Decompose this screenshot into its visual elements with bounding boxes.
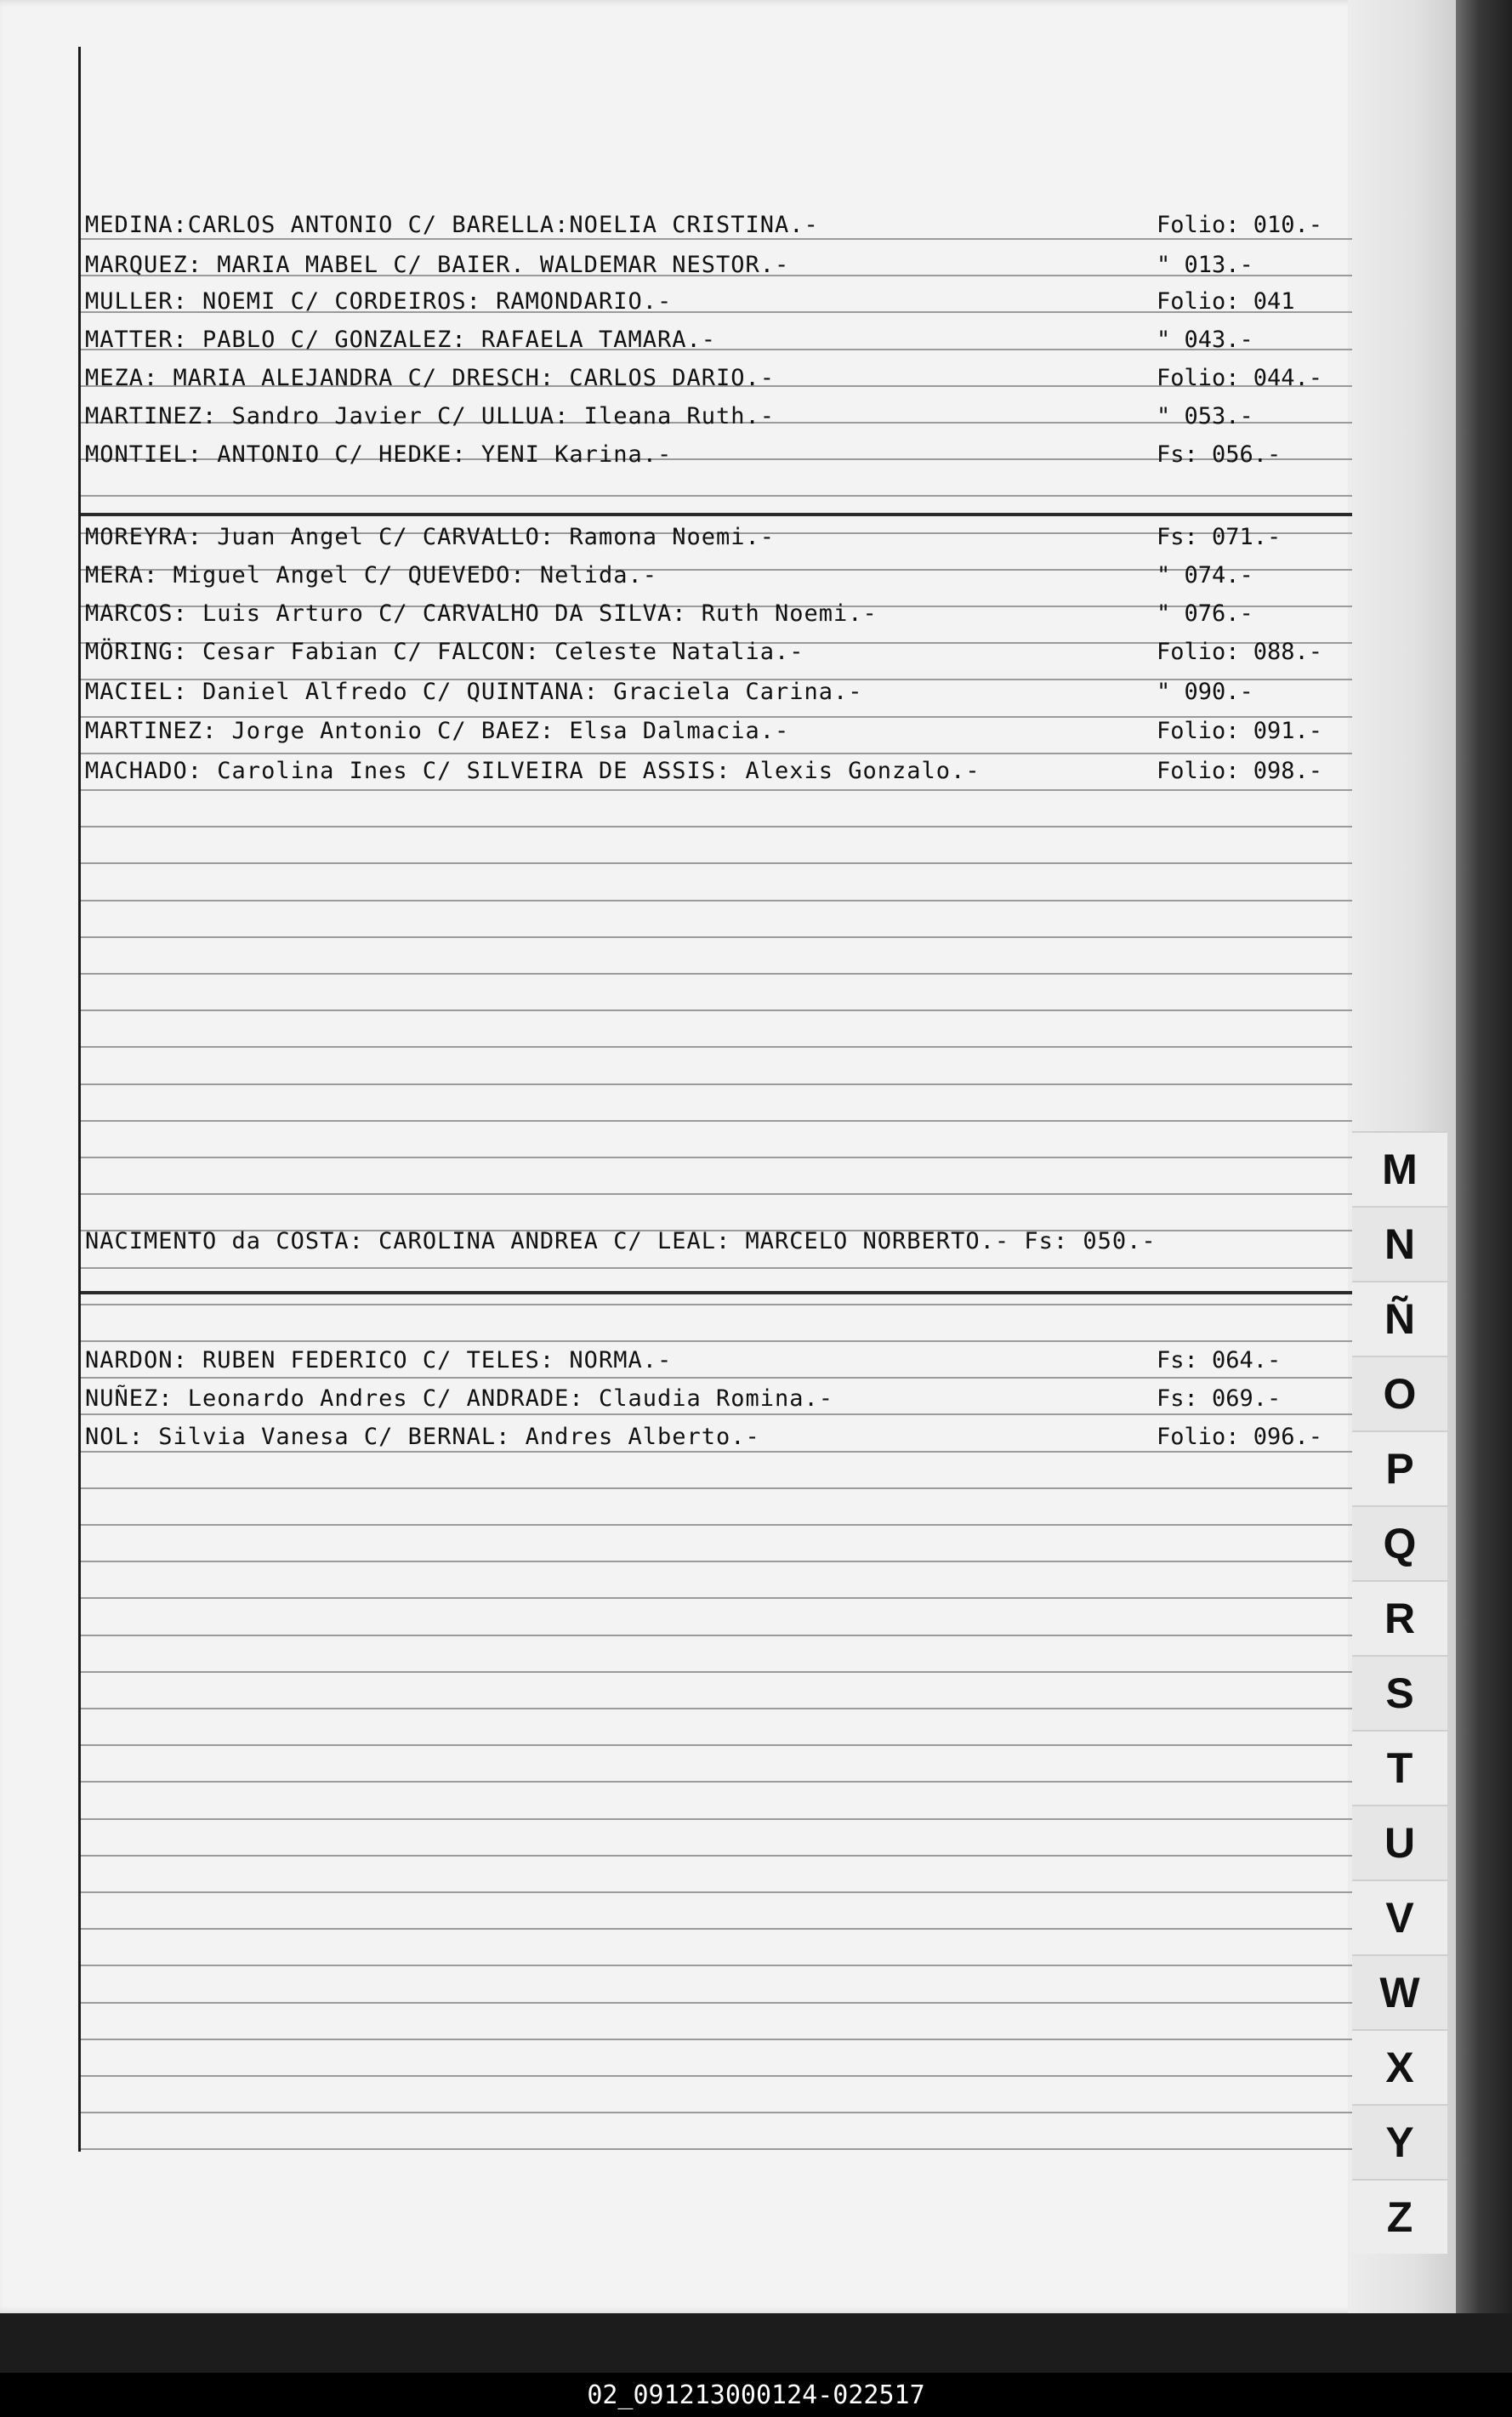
ruled-line <box>81 2148 1352 2150</box>
ledger-entry-text: MARCOS: Luis Arturo C/ CARVALHO DA SILVA: Ruth Noemi.- <box>85 600 878 627</box>
ledger-entry-text: MOREYRA: Juan Angel C/ CARVALLO: Ramona Noemi.- <box>85 524 776 550</box>
section-divider <box>81 1291 1352 1294</box>
ledger-entry-folio: Fs: 071.- <box>1157 524 1282 550</box>
ledger-entry-text: MERA: Miguel Angel C/ QUEVEDO: Nelida.- <box>85 562 657 589</box>
index-tab[interactable]: V <box>1352 1880 1447 1954</box>
ruled-line <box>81 1083 1352 1085</box>
ledger-entry-folio: Folio: 088.- <box>1157 639 1323 665</box>
index-tab[interactable]: R <box>1352 1580 1447 1655</box>
ledger-entry-text: NARDON: RUBEN FEDERICO C/ TELES: NORMA.- <box>85 1347 673 1373</box>
filename-bar <box>0 2373 1512 2417</box>
ledger-entry-folio: " 053.- <box>1157 403 1253 429</box>
ruled-line <box>81 1009 1352 1011</box>
ledger-entry-text: MONTIEL: ANTONIO C/ HEDKE: YENI Karina.- <box>85 441 673 468</box>
index-tab[interactable]: Y <box>1352 2104 1447 2179</box>
index-tab[interactable]: Q <box>1352 1505 1447 1580</box>
ruled-line <box>81 1708 1352 1709</box>
ruled-line <box>81 2075 1352 2077</box>
ledger-entry-folio: Folio: 096.- <box>1157 1424 1323 1450</box>
ruled-line <box>81 495 1352 497</box>
ledger-entry-folio: " 074.- <box>1157 562 1253 589</box>
index-tab[interactable]: X <box>1352 2029 1447 2104</box>
ruled-line <box>81 862 1352 864</box>
ruled-line <box>81 1928 1352 1930</box>
ledger-entry-text: MACIEL: Daniel Alfredo C/ QUINTANA: Graciela Carina.- <box>85 679 863 705</box>
index-tab[interactable]: U <box>1352 1805 1447 1880</box>
ledger-entry-text: MEZA: MARIA ALEJANDRA C/ DRESCH: CARLOS DARIO.- <box>85 365 776 391</box>
ruled-line <box>81 1193 1352 1195</box>
ledger-entry-folio: " 076.- <box>1157 600 1253 627</box>
ruled-line <box>81 1267 1352 1269</box>
index-tab[interactable]: M <box>1352 1131 1447 1206</box>
ruled-line <box>81 1965 1352 1966</box>
ledger-entry-text: MARQUEZ: MARIA MABEL C/ BAIER. WALDEMAR NESTOR.- <box>85 252 790 278</box>
ruled-line <box>81 1046 1352 1048</box>
ruled-line <box>81 1597 1352 1599</box>
ruled-line <box>81 1157 1352 1158</box>
ledger-entry-folio: " 013.- <box>1157 252 1253 278</box>
index-tab[interactable]: Z <box>1352 2179 1447 2254</box>
ruled-line <box>81 1635 1352 1636</box>
ledger-entry-text: MACHADO: Carolina Ines C/ SILVEIRA DE ASSIS: Alexis Gonzalo.- <box>85 758 981 784</box>
ruled-line <box>81 1891 1352 1893</box>
ledger-entry-text: MARTINEZ: Jorge Antonio C/ BAEZ: Elsa Dalmacia.- <box>85 718 790 744</box>
ledger-entry-text: MÖRING: Cesar Fabian C/ FALCON: Celeste Natalia.- <box>85 639 804 665</box>
ruled-line <box>81 1304 1352 1305</box>
index-tab[interactable]: T <box>1352 1730 1447 1805</box>
ledger-entry-folio: Fs: 056.- <box>1157 441 1282 468</box>
ledger-entry-folio: Folio: 044.- <box>1157 365 1323 391</box>
ledger-entry-folio: Folio: 041 <box>1157 288 1295 315</box>
ruled-line <box>81 1818 1352 1820</box>
ledger-entry-text: MEDINA:CARLOS ANTONIO C/ BARELLA:NOELIA CRISTINA.- <box>85 212 819 238</box>
ledger-entry-folio: Folio: 010.- <box>1157 212 1323 238</box>
ruled-line <box>81 2112 1352 2113</box>
ledger-entry-text: MARTINEZ: Sandro Javier C/ ULLUA: Ileana Ruth.- <box>85 403 776 429</box>
ruled-line <box>81 900 1352 901</box>
ruled-line <box>81 1744 1352 1746</box>
ledger-entry-text: NACIMENTO da COSTA: CAROLINA ANDREA C/ LEAL: MARCELO NORBERTO.- Fs: 050.- <box>85 1228 1157 1254</box>
ruled-line <box>81 1855 1352 1857</box>
index-tab[interactable]: Ñ <box>1352 1281 1447 1356</box>
ledger-entry-folio: Fs: 069.- <box>1157 1385 1282 1412</box>
ruled-line <box>81 1524 1352 1526</box>
ledger-entry-folio: Fs: 064.- <box>1157 1347 1282 1373</box>
index-tab[interactable]: O <box>1352 1356 1447 1430</box>
ruled-line <box>81 2002 1352 2004</box>
ledger-entry-text: NOL: Silvia Vanesa C/ BERNAL: Andres Alberto.- <box>85 1424 760 1450</box>
ledger-entry-folio: " 043.- <box>1157 327 1253 353</box>
ruled-line <box>81 936 1352 938</box>
index-tab[interactable]: S <box>1352 1655 1447 1730</box>
index-tab[interactable]: P <box>1352 1430 1447 1505</box>
ledger-entry-folio: Folio: 098.- <box>1157 758 1323 784</box>
section-divider <box>81 513 1352 516</box>
ruled-line <box>81 973 1352 975</box>
ledger-entry-folio: Folio: 091.- <box>1157 718 1323 744</box>
index-tab-strip <box>1352 1131 1456 2313</box>
filename-label: 02_091213000124-022517 <box>587 2380 925 2410</box>
ledger-entry-text: MATTER: PABLO C/ GONZALEZ: RAFAELA TAMARA.- <box>85 327 716 353</box>
ruled-line <box>81 2039 1352 2040</box>
ruled-line <box>81 1561 1352 1562</box>
margin-line <box>78 47 81 2152</box>
ruled-line <box>81 1671 1352 1673</box>
ledger-entry-text: NUÑEZ: Leonardo Andres C/ ANDRADE: Claudia Romina.- <box>85 1385 834 1412</box>
ledger-entry-folio: " 090.- <box>1157 679 1253 705</box>
ruled-line <box>81 1120 1352 1122</box>
ruled-line <box>81 1487 1352 1489</box>
index-tab[interactable]: N <box>1352 1206 1447 1281</box>
binding-shadow <box>1456 0 1512 2417</box>
ruled-line <box>81 826 1352 827</box>
index-tab[interactable]: W <box>1352 1954 1447 2029</box>
ruled-line <box>81 1781 1352 1783</box>
ledger-entry-text: MULLER: NOEMI C/ CORDEIROS: RAMONDARIO.- <box>85 288 673 315</box>
